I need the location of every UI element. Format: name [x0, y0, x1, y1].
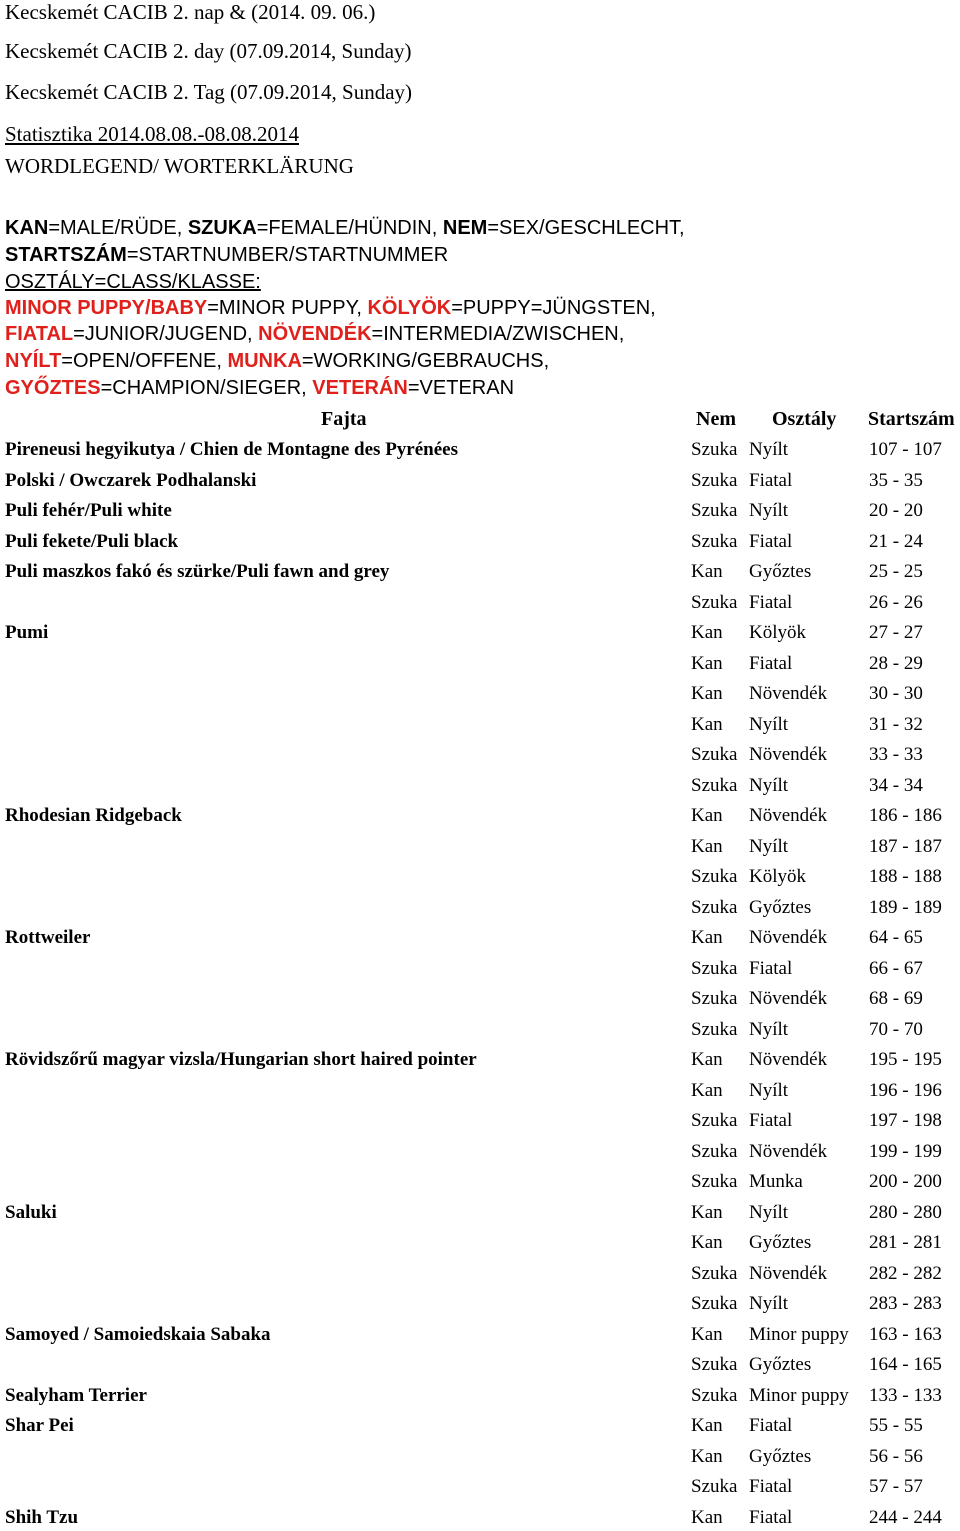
column-header-breed: Fajta	[321, 408, 367, 430]
start-number-cell: 283 - 283	[869, 1293, 942, 1314]
table-row	[0, 468, 960, 494]
start-number-cell: 188 - 188	[869, 866, 942, 887]
start-number-cell: 107 - 107	[869, 439, 942, 460]
class-cell: Növendék	[749, 805, 828, 826]
sex-cell: Szuka	[691, 470, 738, 491]
sex-cell: Szuka	[691, 592, 738, 613]
start-number-cell: 186 - 186	[869, 805, 942, 826]
table-row	[0, 1261, 960, 1287]
legend-line-classes-1	[5, 296, 656, 320]
class-cell: Növendék	[749, 1263, 828, 1284]
wordlegend-heading: WORDLEGEND/ WORTERKLÄRUNG	[5, 154, 354, 178]
legend-term-veteran: VETERÁN	[312, 377, 408, 399]
legend-def-nem: =SEX/GESCHLECHT,	[487, 217, 685, 239]
table-row	[0, 1474, 960, 1500]
table-row	[0, 1139, 960, 1165]
breed-cell: Sealyham Terrier	[5, 1385, 147, 1406]
table-row	[0, 773, 960, 799]
breed-cell: Rhodesian Ridgeback	[5, 805, 182, 826]
start-number-cell: 164 - 165	[869, 1354, 942, 1375]
statistics-link[interactable]: Statisztika 2014.08.08.-08.08.2014	[5, 122, 299, 146]
start-number-cell: 70 - 70	[869, 1019, 923, 1040]
sex-cell: Kan	[691, 561, 723, 582]
legend-line-class	[5, 270, 261, 294]
column-header-class: Osztály	[772, 408, 837, 430]
legend-def-fiatal: =JUNIOR/JUGEND,	[73, 323, 259, 345]
start-number-cell: 68 - 69	[869, 988, 923, 1009]
class-cell: Növendék	[749, 1141, 828, 1162]
legend-line-sex	[5, 216, 685, 240]
legend-line-classes-3	[5, 349, 549, 373]
table-row	[0, 1230, 960, 1256]
sex-cell: Kan	[691, 714, 723, 735]
class-cell: Nyílt	[749, 500, 789, 521]
legend-def-novendek: =INTERMEDIA/ZWISCHEN,	[371, 323, 625, 345]
legend-def-szuka: =FEMALE/HÜNDIN,	[256, 217, 443, 239]
sex-cell: Szuka	[691, 958, 738, 979]
class-cell: Nyílt	[749, 1293, 789, 1314]
class-cell: Kölyök	[749, 866, 806, 887]
class-cell: Fiatal	[749, 1415, 793, 1436]
start-number-cell: 244 - 244	[869, 1507, 942, 1528]
table-row	[0, 651, 960, 677]
sex-cell: Kan	[691, 653, 723, 674]
breed-cell: Polski / Owczarek Podhalanski	[5, 470, 257, 491]
class-cell: Kölyök	[749, 622, 806, 643]
column-header-start: Startszám	[868, 408, 955, 430]
class-cell: Fiatal	[749, 653, 793, 674]
start-number-cell: 195 - 195	[869, 1049, 942, 1070]
title-english: Kecskemét CACIB 2. day (07.09.2014, Sunday)	[5, 39, 412, 63]
breed-cell: Puli fekete/Puli black	[5, 531, 179, 552]
legend-term-novendek: NÖVENDÉK	[258, 323, 372, 345]
legend-line-classes-2	[5, 322, 624, 346]
table-row	[0, 925, 960, 951]
legend-def-kolyok: =PUPPY=JÜNGSTEN,	[451, 297, 656, 319]
breed-cell: Rottweiler	[5, 927, 91, 948]
start-number-cell: 189 - 189	[869, 897, 942, 918]
legend-term-nyilt: NYÍLT	[5, 350, 62, 372]
start-number-cell: 35 - 35	[869, 470, 923, 491]
sex-cell: Kan	[691, 1324, 723, 1345]
sex-cell: Szuka	[691, 500, 738, 521]
breed-cell: Puli fehér/Puli white	[5, 500, 172, 521]
class-cell: Növendék	[749, 683, 828, 704]
start-number-cell: 282 - 282	[869, 1263, 942, 1284]
class-cell: Győztes	[749, 561, 812, 582]
sex-cell: Kan	[691, 1415, 723, 1436]
start-number-cell: 196 - 196	[869, 1080, 942, 1101]
class-cell: Fiatal	[749, 958, 793, 979]
table-row	[0, 1444, 960, 1470]
legend-term-kolyok: KÖLYÖK	[367, 297, 452, 319]
table-row	[0, 1505, 960, 1531]
sex-cell: Szuka	[691, 1385, 738, 1406]
table-row	[0, 1291, 960, 1317]
legend-def-kan: =MALE/RÜDE,	[48, 217, 188, 239]
class-cell: Fiatal	[749, 1476, 793, 1497]
class-cell: Növendék	[749, 988, 828, 1009]
legend-term-szuka: SZUKA	[187, 217, 257, 239]
class-cell: Minor puppy	[749, 1385, 849, 1406]
column-header-sex: Nem	[696, 408, 736, 430]
start-number-cell: 64 - 65	[869, 927, 923, 948]
class-cell: Győztes	[749, 1354, 812, 1375]
table-row	[0, 1383, 960, 1409]
breed-cell: Shih Tzu	[5, 1507, 79, 1528]
table-row	[0, 1200, 960, 1226]
table-row	[0, 590, 960, 616]
start-number-cell: 55 - 55	[869, 1415, 923, 1436]
table-row	[0, 1047, 960, 1073]
breed-cell: Puli maszkos fakó és szürke/Puli fawn and grey	[5, 561, 390, 582]
class-cell: Növendék	[749, 744, 828, 765]
start-number-cell: 25 - 25	[869, 561, 923, 582]
class-cell: Győztes	[749, 897, 812, 918]
table-row	[0, 1352, 960, 1378]
class-cell: Nyílt	[749, 775, 789, 796]
start-number-cell: 56 - 56	[869, 1446, 923, 1467]
sex-cell: Kan	[691, 1232, 723, 1253]
sex-cell: Szuka	[691, 1354, 738, 1375]
class-cell: Munka	[749, 1171, 803, 1192]
table-row	[0, 1322, 960, 1348]
class-cell: Győztes	[749, 1446, 812, 1467]
table-row	[0, 803, 960, 829]
class-cell: Fiatal	[749, 531, 793, 552]
legend-term-osztaly: OSZTÁLY=CLASS/KLASSE:	[5, 271, 261, 293]
sex-cell: Szuka	[691, 1293, 738, 1314]
class-cell: Növendék	[749, 1049, 828, 1070]
start-number-cell: 26 - 26	[869, 592, 923, 613]
legend-term-minor: MINOR PUPPY/BABY	[5, 297, 208, 319]
sex-cell: Szuka	[691, 1263, 738, 1284]
table-row	[0, 1078, 960, 1104]
breed-cell: Shar Pei	[5, 1415, 74, 1436]
sex-cell: Kan	[691, 836, 723, 857]
table-row	[0, 559, 960, 585]
table-row	[0, 956, 960, 982]
class-cell: Fiatal	[749, 1110, 793, 1131]
class-cell: Nyílt	[749, 439, 789, 460]
sex-cell: Kan	[691, 1202, 723, 1223]
legend-term-nem: NEM	[442, 217, 488, 239]
table-row	[0, 1169, 960, 1195]
start-number-cell: 30 - 30	[869, 683, 923, 704]
table-row	[0, 742, 960, 768]
sex-cell: Kan	[691, 1080, 723, 1101]
table-row	[0, 864, 960, 890]
class-cell: Nyílt	[749, 836, 789, 857]
table-row	[0, 712, 960, 738]
start-number-cell: 57 - 57	[869, 1476, 923, 1497]
start-number-cell: 199 - 199	[869, 1141, 942, 1162]
sex-cell: Szuka	[691, 1476, 738, 1497]
title-hungarian: Kecskemét CACIB 2. nap & (2014. 09. 06.)	[5, 0, 376, 24]
class-cell: Nyílt	[749, 1202, 789, 1223]
legend-def-nyilt: =OPEN/OFFENE,	[61, 350, 228, 372]
legend-def-veteran: =VETERAN	[407, 377, 515, 399]
class-cell: Fiatal	[749, 470, 793, 491]
breed-cell: Pireneusi hegyikutya / Chien de Montagne des Pyrénées	[5, 439, 459, 460]
start-number-cell: 187 - 187	[869, 836, 942, 857]
sex-cell: Szuka	[691, 897, 738, 918]
table-row	[0, 498, 960, 524]
legend-term-kan: KAN	[5, 217, 49, 239]
table-row	[0, 1017, 960, 1043]
class-cell: Fiatal	[749, 1507, 793, 1528]
class-cell: Növendék	[749, 927, 828, 948]
start-number-cell: 31 - 32	[869, 714, 923, 735]
table-row	[0, 437, 960, 463]
breed-cell: Samoyed / Samoiedskaia Sabaka	[5, 1324, 271, 1345]
sex-cell: Szuka	[691, 1019, 738, 1040]
table-row	[0, 1108, 960, 1134]
start-number-cell: 27 - 27	[869, 622, 923, 643]
sex-cell: Szuka	[691, 531, 738, 552]
table-row	[0, 620, 960, 646]
legend-term-fiatal: FIATAL	[5, 323, 74, 345]
sex-cell: Szuka	[691, 866, 738, 887]
start-number-cell: 20 - 20	[869, 500, 923, 521]
sex-cell: Kan	[691, 622, 723, 643]
legend-line-classes-4	[5, 376, 514, 400]
sex-cell: Kan	[691, 927, 723, 948]
table-row	[0, 986, 960, 1012]
legend-term-startszam: STARTSZÁM	[5, 244, 127, 266]
class-cell: Győztes	[749, 1232, 812, 1253]
start-number-cell: 33 - 33	[869, 744, 923, 765]
start-number-cell: 281 - 281	[869, 1232, 942, 1253]
legend-term-gyoztes: GYŐZTES	[5, 377, 101, 399]
legend-def-minor: =MINOR PUPPY,	[207, 297, 368, 319]
class-cell: Nyílt	[749, 1019, 789, 1040]
table-row	[0, 1413, 960, 1439]
class-cell: Fiatal	[749, 592, 793, 613]
title-german: Kecskemét CACIB 2. Tag (07.09.2014, Sunday)	[5, 80, 413, 104]
sex-cell: Szuka	[691, 1141, 738, 1162]
table-row	[0, 834, 960, 860]
sex-cell: Szuka	[691, 439, 738, 460]
sex-cell: Kan	[691, 805, 723, 826]
sex-cell: Szuka	[691, 1171, 738, 1192]
start-number-cell: 280 - 280	[869, 1202, 942, 1223]
class-cell: Minor puppy	[749, 1324, 849, 1345]
sex-cell: Szuka	[691, 988, 738, 1009]
breed-cell: Saluki	[5, 1202, 57, 1223]
table-row	[0, 895, 960, 921]
class-cell: Nyílt	[749, 1080, 789, 1101]
start-number-cell: 21 - 24	[869, 531, 923, 552]
sex-cell: Szuka	[691, 1110, 738, 1131]
start-number-cell: 163 - 163	[869, 1324, 942, 1345]
legend-def-munka: =WORKING/GEBRAUCHS,	[301, 350, 550, 372]
start-number-cell: 28 - 29	[869, 653, 923, 674]
breed-cell: Rövidszőrű magyar vizsla/Hungarian short haired pointer	[5, 1049, 477, 1070]
sex-cell: Szuka	[691, 775, 738, 796]
class-cell: Nyílt	[749, 714, 789, 735]
legend-term-munka: MUNKA	[227, 350, 302, 372]
sex-cell: Kan	[691, 683, 723, 704]
sex-cell: Kan	[691, 1049, 723, 1070]
table-row	[0, 529, 960, 555]
legend-def-startszam: =STARTNUMBER/STARTNUMMER	[126, 244, 449, 266]
start-number-cell: 133 - 133	[869, 1385, 942, 1406]
breed-cell: Pumi	[5, 622, 49, 643]
sex-cell: Kan	[691, 1507, 723, 1528]
sex-cell: Kan	[691, 1446, 723, 1467]
start-number-cell: 197 - 198	[869, 1110, 942, 1131]
table-row	[0, 681, 960, 707]
start-number-cell: 66 - 67	[869, 958, 923, 979]
legend-def-gyoztes: =CHAMPION/SIEGER,	[100, 377, 313, 399]
legend-line-startnumber	[5, 243, 448, 267]
sex-cell: Szuka	[691, 744, 738, 765]
start-number-cell: 200 - 200	[869, 1171, 942, 1192]
start-number-cell: 34 - 34	[869, 775, 923, 796]
